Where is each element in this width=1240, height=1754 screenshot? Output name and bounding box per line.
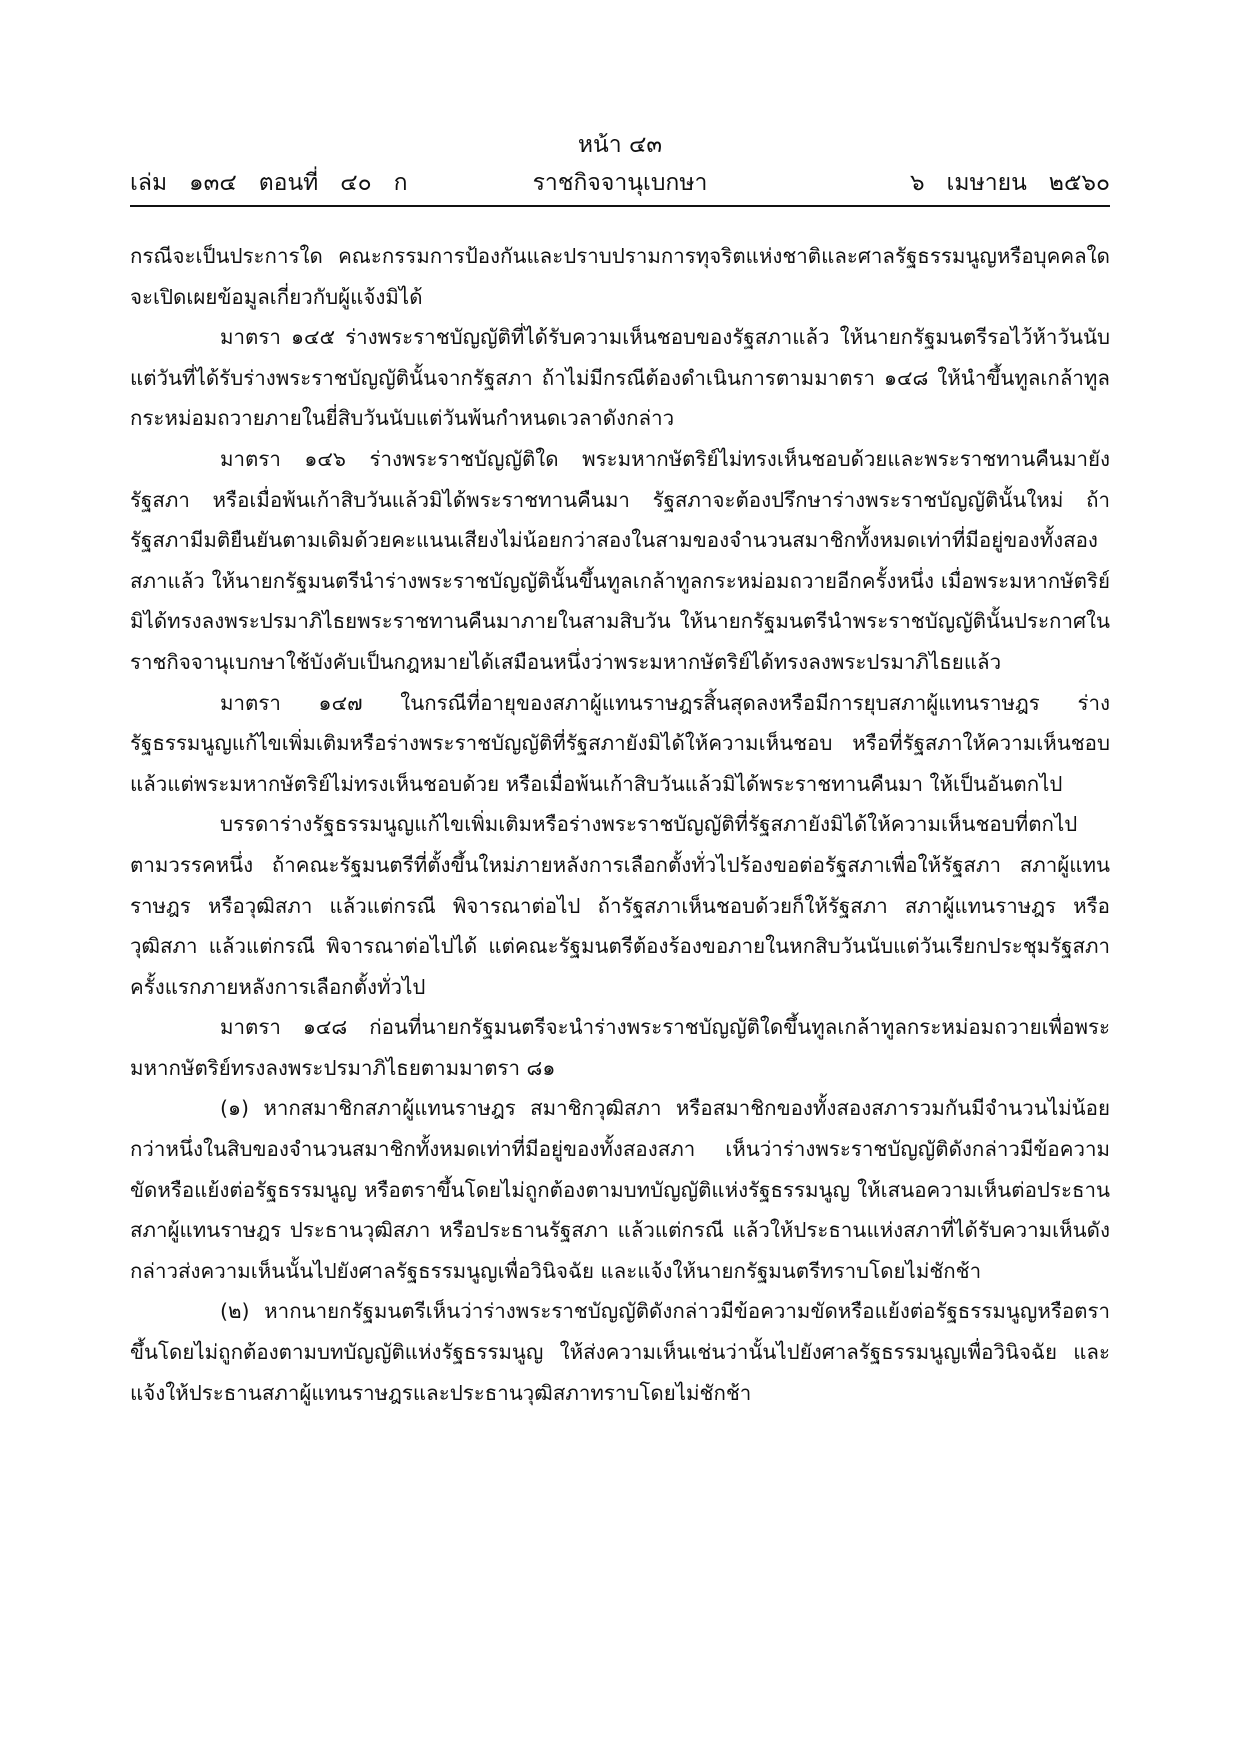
paragraph: มาตรา ๑๔๗ ในกรณีที่อายุของสภาผู้แทนราษฎรสิ้นสุดลงหรือมีการยุบสภาผู้แทนราษฎร ร่างรัฐธรรมนูญแก้ไขเพิ่มเติมหรือร่างพระราชบัญญัติที่รัฐสภายังมิได้ให้ความเห็นชอบ หรือที่รัฐสภาให้ความเห็นชอบแล้วแต่พระมหากษัตริย์ไม่ทรงเห็นชอบด้วย หรือเมื่อพ้นเก้าสิบวันแล้วมิได้พระราชทานคืนมา ให้เป็นอันตกไป	[130, 690, 1110, 796]
paragraph: มาตรา ๑๔๖ ร่างพระราชบัญญัติใด พระมหากษัตริย์ไม่ทรงเห็นชอบด้วยและพระราชทานคืนมายังรัฐสภา หรือเมื่อพ้นเก้าสิบวันแล้วมิได้พระราชทานคืนมา รัฐสภาจะต้องปรึกษาร่างพระราชบัญญัตินั้นใหม่ ถ้ารัฐสภามีมติยืนยันตามเดิมด้วยคะแนนเสียงไม่น้อยกว่าสองในสามของจำนวนสมาชิกทั้งหมดเท่าที่มีอยู่ของทั้งสองสภาแล้ว ให้นายกรัฐมนตรีนำร่างพระราชบัญญัตินั้นขึ้นทูลเกล้าทูลกระหม่อมถวายอีกครั้งหนึ่ง เมื่อพระมหากษัตริย์มิได้ทรงลงพระปรมาภิไธยพระราชทานคืนมาภายในสามสิบวัน ให้นายกรัฐมนตรีนำพระราชบัญญัตินั้นประกาศในราชกิจจานุเบกษาใช้บังคับเป็นกฎหมายได้เสมือนหนึ่งว่าพระมหากษัตริย์ได้ทรงลงพระปรมาภิไธยแล้ว	[130, 446, 1110, 674]
paragraph: กรณีจะเป็นประการใด คณะกรรมการป้องกันและปราบปรามการทุจริตแห่งชาติและศาลรัฐธรรมนูญหรือบุคคลใดจะเปิดเผยข้อมูลเกี่ยวกับผู้แจ้งมิได้	[130, 244, 1110, 309]
document-body	[130, 236, 1110, 1413]
page-number: หน้า ๔๓	[577, 132, 663, 158]
publication-title: ราชกิจจานุเบกษา	[532, 170, 708, 196]
paragraph: มาตรา ๑๔๕ ร่างพระราชบัญญัติที่ได้รับความเห็นชอบของรัฐสภาแล้ว ให้นายกรัฐมนตรีรอไว้ห้าวันนับแต่วันที่ได้รับร่างพระราชบัญญัตินั้นจากรัฐสภา ถ้าไม่มีกรณีต้องดำเนินการตามมาตรา ๑๔๘ ให้นำขึ้นทูลเกล้าทูลกระหม่อมถวายภายในยี่สิบวันนับแต่วันพ้นกำหนดเวลาดังกล่าว	[130, 325, 1110, 431]
paragraph: (๑) หากสมาชิกสภาผู้แทนราษฎร สมาชิกวุฒิสภา หรือสมาชิกของทั้งสองสภารวมกันมีจำนวนไม่น้อยกว่าหนึ่งในสิบของจำนวนสมาชิกทั้งหมดเท่าที่มีอยู่ของทั้งสองสภา เห็นว่าร่างพระราชบัญญัติดังกล่าวมีข้อความขัดหรือแย้งต่อรัฐธรรมนูญ หรือตราขึ้นโดยไม่ถูกต้องตามบทบัญญัติแห่งรัฐธรรมนูญ ให้เสนอความเห็นต่อประธานสภาผู้แทนราษฎร ประธานวุฒิสภา หรือประธานรัฐสภา แล้วแต่กรณี แล้วให้ประธานแห่งสภาที่ได้รับความเห็นดังกล่าวส่งความเห็นนั้นไปยังศาลรัฐธรรมนูญเพื่อวินิจฉัย และแจ้งให้นายกรัฐมนตรีทราบโดยไม่ชักช้า	[130, 1096, 1110, 1283]
header-divider	[130, 205, 1110, 207]
publication-date: ๖ เมษายน ๒๕๖๐	[910, 170, 1110, 196]
paragraph: บรรดาร่างรัฐธรรมนูญแก้ไขเพิ่มเติมหรือร่างพระราชบัญญัติที่รัฐสภายังมิได้ให้ความเห็นชอบที่ตกไปตามวรรคหนึ่ง ถ้าคณะรัฐมนตรีที่ตั้งขึ้นใหม่ภายหลังการเลือกตั้งทั่วไปร้องขอต่อรัฐสภาเพื่อให้รัฐสภา สภาผู้แทนราษฎร หรือวุฒิสภา แล้วแต่กรณี พิจารณาต่อไป ถ้ารัฐสภาเห็นชอบด้วยก็ให้รัฐสภา สภาผู้แทนราษฎร หรือวุฒิสภา แล้วแต่กรณี พิจารณาต่อไปได้ แต่คณะรัฐมนตรีต้องร้องขอภายในหกสิบวันนับแต่วันเรียกประชุมรัฐสภาครั้งแรกภายหลังการเลือกตั้งทั่วไป	[130, 812, 1110, 999]
page-header	[130, 167, 1110, 199]
paragraph: มาตรา ๑๔๘ ก่อนที่นายกรัฐมนตรีจะนำร่างพระราชบัญญัติใดขึ้นทูลเกล้าทูลกระหม่อมถวายเพื่อพระมหากษัตริย์ทรงลงพระปรมาภิไธยตามมาตรา ๘๑	[130, 1015, 1110, 1080]
volume-issue: เล่ม ๑๓๔ ตอนที่ ๔๐ ก	[130, 170, 408, 196]
paragraph: (๒) หากนายกรัฐมนตรีเห็นว่าร่างพระราชบัญญัติดังกล่าวมีข้อความขัดหรือแย้งต่อรัฐธรรมนูญหรือตราขึ้นโดยไม่ถูกต้องตามบทบัญญัติแห่งรัฐธรรมนูญ ให้ส่งความเห็นเช่นว่านั้นไปยังศาลรัฐธรรมนูญเพื่อวินิจฉัย และแจ้งให้ประธานสภาผู้แทนราษฎรและประธานวุฒิสภาทราบโดยไม่ชักช้า	[130, 1299, 1110, 1405]
